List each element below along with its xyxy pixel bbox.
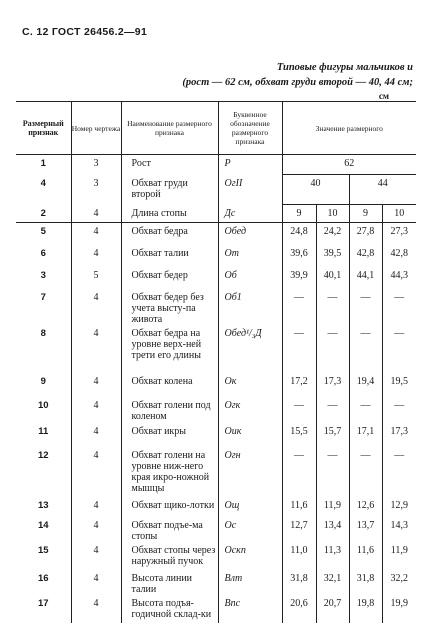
row-value: 27,3 (382, 223, 416, 245)
row-number: 14 (37, 519, 49, 531)
row-symbol: Oгк (218, 397, 282, 423)
table-row (16, 517, 416, 542)
row-drawing: 4 (71, 397, 121, 423)
row-value: 44,1 (349, 267, 382, 289)
row-name: Обхват бедра (121, 223, 218, 245)
row-name: Обхват бедер (121, 267, 218, 289)
row-value: — (316, 447, 349, 497)
row-number: 4 (40, 177, 46, 189)
row-drawing: 4 (71, 595, 121, 623)
row-name: Обхват икры (121, 423, 218, 447)
row-value: 15,5 (282, 423, 316, 447)
row-drawing: 4 (71, 497, 121, 517)
row-symbol: Bпс (218, 595, 282, 623)
row-value: 19,8 (349, 595, 382, 623)
foot-value: 9 (282, 205, 316, 223)
row-number: 13 (37, 499, 49, 511)
row-value: 24,2 (316, 223, 349, 245)
row-value: — (316, 325, 349, 373)
row-name: Обхват голени на уровне ниж-него края икро-ножной мышцы (121, 447, 218, 497)
row-symbol: Oк (218, 373, 282, 397)
row-value: — (349, 447, 382, 497)
size-table (16, 101, 416, 623)
row-symbol: Oс (218, 517, 282, 542)
row-value: 19,5 (382, 373, 416, 397)
chest-value-44: 44 (349, 175, 416, 205)
row-value: 39,9 (282, 267, 316, 289)
row-drawing: 4 (71, 447, 121, 497)
row-symbol: Oщ (218, 497, 282, 517)
row-drawing: 4 (71, 325, 121, 373)
row-number: 6 (40, 247, 46, 259)
row-name: Высота линии талии (121, 570, 218, 595)
row-name: Обхват стопы через наружный пучок (121, 542, 218, 570)
height-value: 62 (282, 155, 416, 175)
row-drawing: 4 (71, 517, 121, 542)
row-value: 11,3 (316, 542, 349, 570)
table-row (16, 423, 416, 447)
row-value: 39,5 (316, 245, 349, 267)
row-number: 5 (40, 226, 46, 237)
column-header-drawing: Номер чертежа (71, 102, 121, 155)
table-row (16, 570, 416, 595)
row-drawing: 4 (71, 289, 121, 325)
row-value: 27,8 (349, 223, 382, 245)
row-name: Высота подъя-годичной склад-ки (121, 595, 218, 623)
page-header: С. 12 ГОСТ 26456.2—91 (22, 26, 148, 38)
row-drawing: 4 (71, 542, 121, 570)
row-symbol: Oб (218, 267, 282, 289)
row-value: — (282, 447, 316, 497)
foot-value: 9 (349, 205, 382, 223)
row-number: 10 (37, 399, 49, 411)
row-value: 11,9 (316, 497, 349, 517)
row-value: — (282, 289, 316, 325)
row-number: 3 (40, 269, 46, 281)
row-number: 17 (37, 597, 49, 609)
row-value: 12,9 (382, 497, 416, 517)
column-header-name: Наименование размерного признака (121, 102, 218, 155)
row-drawing: 3 (71, 155, 121, 175)
row-value: — (349, 289, 382, 325)
row-value: 32,2 (382, 570, 416, 595)
row-drawing: 5 (71, 267, 121, 289)
table-row (16, 595, 416, 623)
row-value: — (382, 325, 416, 373)
row-value: — (382, 289, 416, 325)
row-value: — (349, 325, 382, 373)
row-value: 11,6 (349, 542, 382, 570)
table-row (16, 497, 416, 517)
row-value: — (316, 289, 349, 325)
column-header-value: Значение размерного (282, 102, 416, 155)
row-symbol: Oбед¹/₃Д (218, 325, 282, 373)
row-symbol: Oт (218, 245, 282, 267)
row-value: 17,2 (282, 373, 316, 397)
row-value: 40,1 (316, 267, 349, 289)
row-drawing: 4 (71, 223, 121, 245)
table-row (16, 447, 416, 497)
row-name: Длина стопы (121, 205, 218, 223)
row-value: 24,8 (282, 223, 316, 245)
row-number: 7 (40, 291, 46, 303)
row-number: 1 (40, 158, 46, 169)
row-number: 11 (38, 425, 49, 437)
row-name: Обхват груди второй (121, 175, 218, 205)
table-row (16, 397, 416, 423)
row-value: 14,3 (382, 517, 416, 542)
row-value: — (349, 397, 382, 423)
row-name: Обхват голени под коленом (121, 397, 218, 423)
table-row (16, 373, 416, 397)
row-value: — (282, 397, 316, 423)
row-symbol: P (218, 155, 282, 175)
row-number: 9 (40, 375, 46, 387)
row-value: 11,9 (382, 542, 416, 570)
row-value: 44,3 (382, 267, 416, 289)
row-value: 13,4 (316, 517, 349, 542)
unit-label: см (378, 91, 389, 101)
row-name: Обхват бедер без учета высту-па живота (121, 289, 218, 325)
row-value: 20,7 (316, 595, 349, 623)
column-header-number: Размерный признак (16, 102, 71, 155)
row-value: 31,8 (282, 570, 316, 595)
row-drawing: 4 (71, 373, 121, 397)
row-drawing: 4 (71, 205, 121, 223)
row-name: Обхват талии (121, 245, 218, 267)
row-symbol: Oик (218, 423, 282, 447)
row-value: 12,6 (349, 497, 382, 517)
row-value: — (282, 325, 316, 373)
row-number: 2 (16, 205, 71, 223)
row-value: 17,1 (349, 423, 382, 447)
row-number: 15 (37, 544, 49, 556)
row-symbol: Дc (218, 205, 282, 223)
row-symbol: Bлт (218, 570, 282, 595)
row-drawing: 4 (71, 570, 121, 595)
row-drawing: 4 (71, 423, 121, 447)
row-name: Обхват щико-лотки (121, 497, 218, 517)
row-value: 42,8 (349, 245, 382, 267)
table-subtitle: (рост — 62 см, обхват груди второй — 40, 44 см; (182, 77, 413, 88)
row-value: 11,0 (282, 542, 316, 570)
row-name: Обхват колена (121, 373, 218, 397)
row-value: 17,3 (382, 423, 416, 447)
table-row (16, 289, 416, 325)
row-value: 15,7 (316, 423, 349, 447)
row-value: 13,7 (349, 517, 382, 542)
table-row (16, 245, 416, 267)
table-title: Типовые фигуры мальчиков и (276, 62, 413, 73)
row-value: — (382, 397, 416, 423)
table-row (16, 155, 416, 175)
foot-value: 10 (316, 205, 349, 223)
row-value: 17,3 (316, 373, 349, 397)
table-row (16, 175, 416, 205)
row-value: 11,6 (282, 497, 316, 517)
row-number: 8 (40, 327, 46, 339)
row-value: 32,1 (316, 570, 349, 595)
row-name: Обхват подъе-ма стопы (121, 517, 218, 542)
row-value: 42,8 (382, 245, 416, 267)
row-drawing: 3 (71, 175, 121, 205)
foot-value: 10 (382, 205, 416, 223)
row-value: — (382, 447, 416, 497)
table-row (16, 325, 416, 373)
row-number: 16 (37, 572, 49, 584)
row-value: — (316, 397, 349, 423)
row-symbol: Oб1 (218, 289, 282, 325)
row-drawing: 4 (71, 245, 121, 267)
row-symbol: OгII (218, 175, 282, 205)
column-header-symbol: Буквенное обозначение размерного признака (218, 102, 282, 155)
table-row (16, 542, 416, 570)
row-name: Обхват бедра на уровне верх-ней трети его длины (121, 325, 218, 373)
chest-value-40: 40 (282, 175, 349, 205)
table-row (16, 205, 416, 223)
row-value: 20,6 (282, 595, 316, 623)
table-row (16, 223, 416, 245)
row-value: 19,4 (349, 373, 382, 397)
row-value: 12,7 (282, 517, 316, 542)
row-name: Рост (121, 155, 218, 175)
row-symbol: Oгн (218, 447, 282, 497)
row-value: 39,6 (282, 245, 316, 267)
row-symbol: Oбед (218, 223, 282, 245)
table-row (16, 267, 416, 289)
row-number: 12 (37, 449, 49, 461)
row-value: 31,8 (349, 570, 382, 595)
row-symbol: Oскп (218, 542, 282, 570)
row-value: 19,9 (382, 595, 416, 623)
